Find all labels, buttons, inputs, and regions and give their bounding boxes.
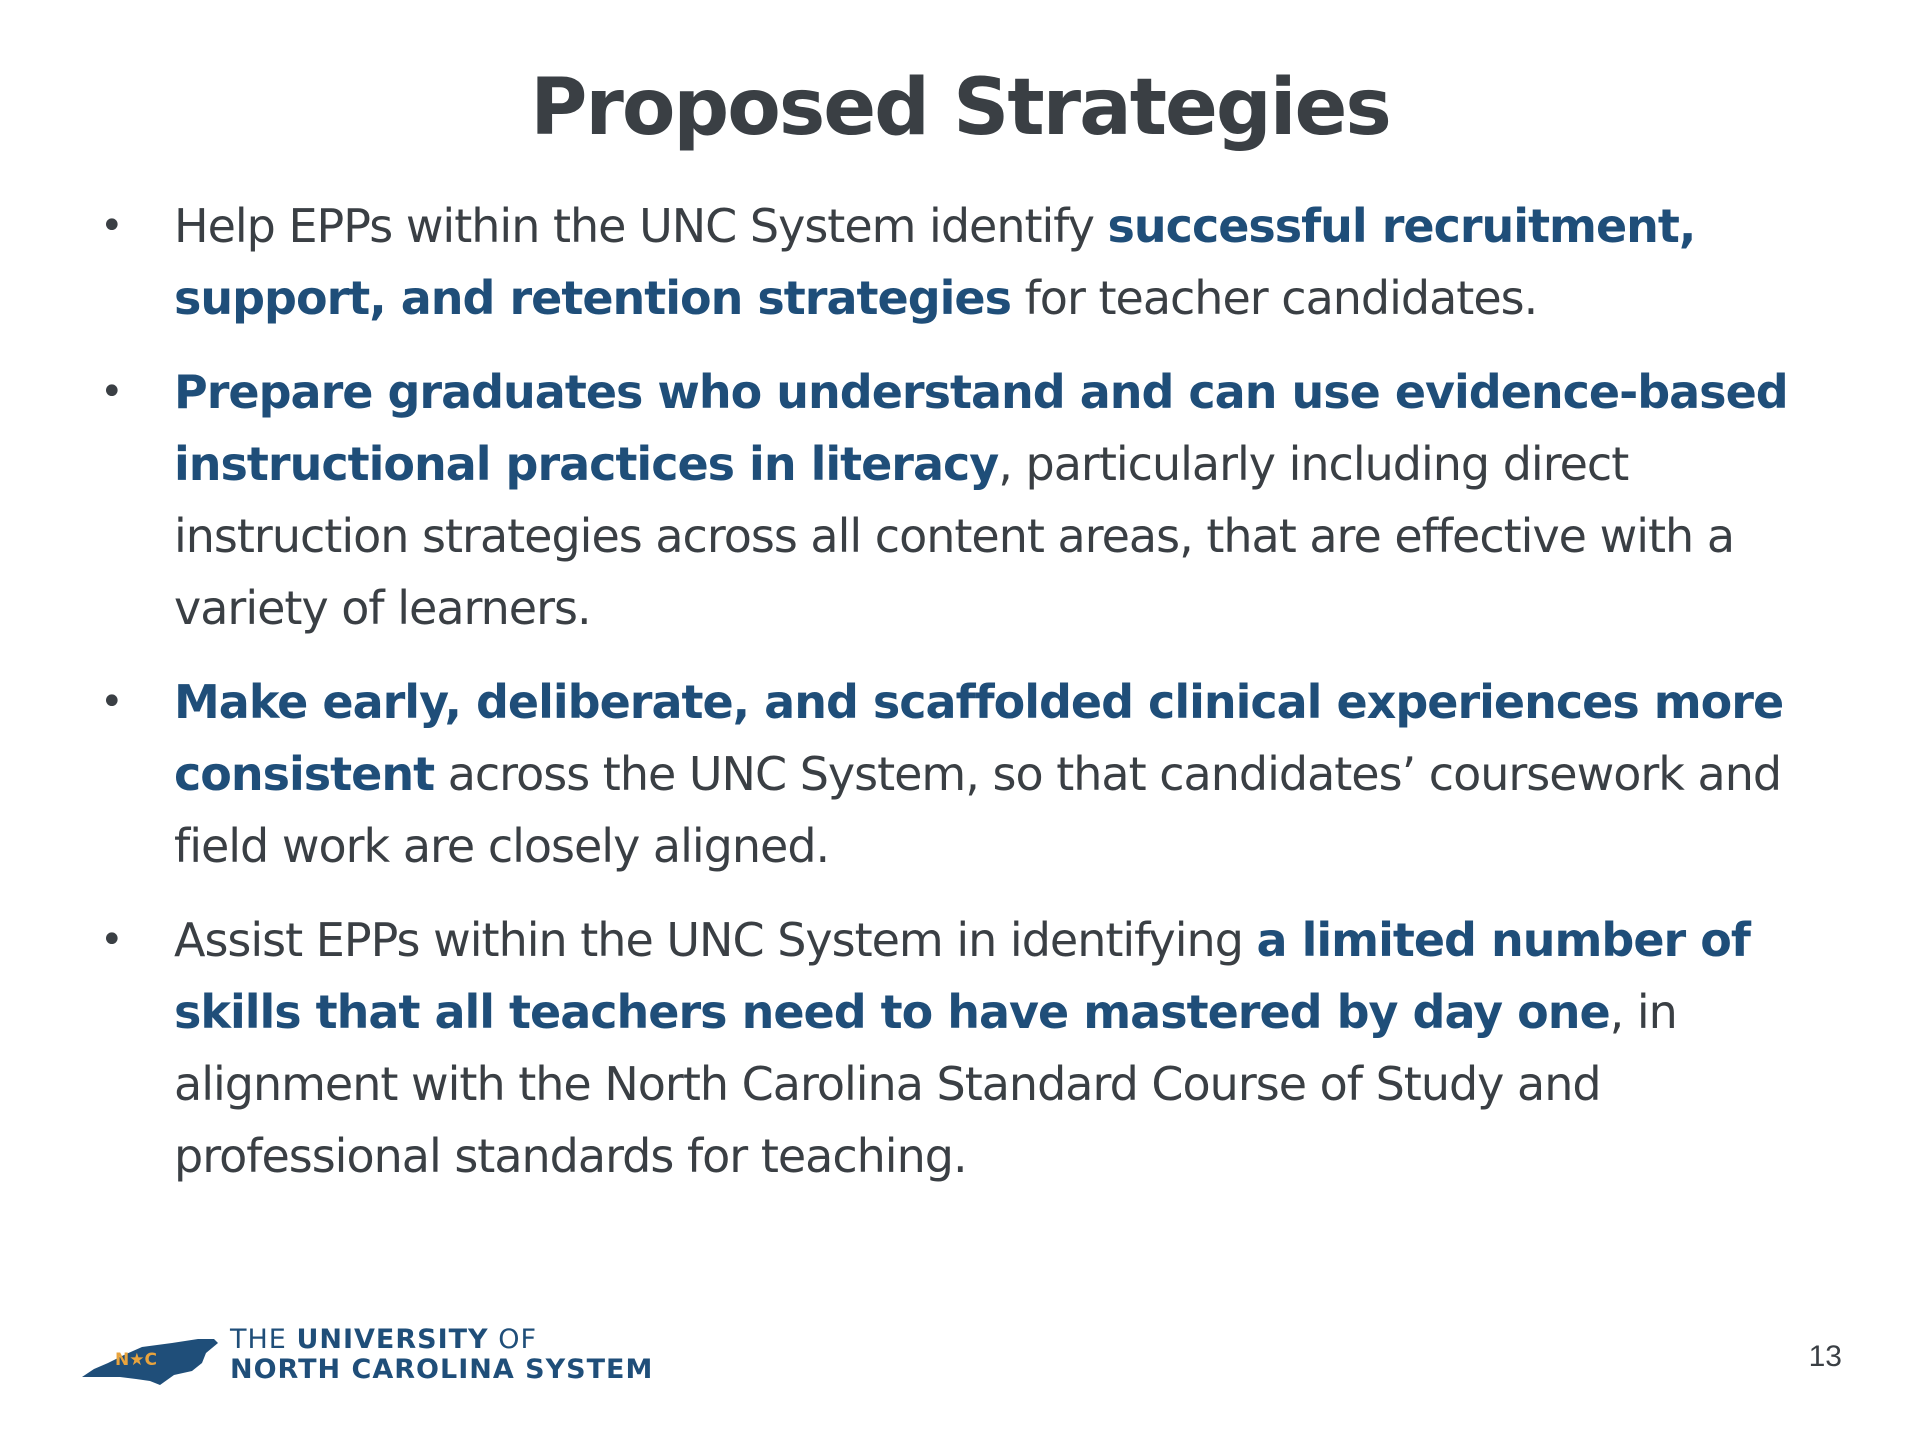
page-number: 13 [1808, 1340, 1842, 1373]
bullet-item [90, 904, 1810, 1192]
bullet-dot: • [100, 679, 123, 725]
bullet-highlight-text: successful recruitment, support, and retention strategies [174, 199, 1696, 325]
bullet-item [90, 666, 1810, 882]
logo-university: UNIVERSITY [296, 1324, 489, 1355]
logo-the: THE [230, 1324, 297, 1355]
bullet-text: , particularly including direct instruction strategies across all content areas, that are effective with a variety of learners. [174, 437, 1735, 635]
bullet-highlight-text: a limited number of skills that all teachers need to have mastered by day one [174, 913, 1750, 1039]
bullet-highlight-text: Prepare graduates who understand and can use evidence-based instructional practices in literacy [174, 365, 1788, 491]
bullet-text: for teacher candidates. [1010, 271, 1538, 325]
bullet-item [90, 356, 1810, 644]
bullet-dot: • [100, 369, 123, 415]
bullet-highlight-text: Make early, deliberate, and scaffolded clinical experiences more consistent [174, 675, 1784, 801]
slide-title: Proposed Strategies [530, 63, 1390, 153]
logo-of: OF [488, 1324, 537, 1355]
bullet-item [90, 190, 1810, 334]
bullet-text: Help EPPs within the UNC System identify [174, 199, 1108, 253]
bullet-list [90, 190, 1810, 1214]
logo-mark-text: N★C [115, 1350, 157, 1370]
bullet-text: , in alignment with the North Carolina Standard Course of Study and professional standards for teaching. [174, 985, 1677, 1183]
bullet-text: Assist EPPs within the UNC System in identifying [174, 913, 1257, 967]
bullet-dot: • [100, 917, 123, 963]
bullet-text: across the UNC System, so that candidates’ coursework and field work are closely aligned. [174, 747, 1782, 873]
logo-system-name: NORTH CAROLINA SYSTEM [230, 1354, 654, 1385]
nc-state-icon [80, 1333, 220, 1391]
bullet-dot: • [100, 203, 123, 249]
logo-wordmark [230, 1325, 653, 1385]
unc-system-logo [80, 1325, 680, 1395]
